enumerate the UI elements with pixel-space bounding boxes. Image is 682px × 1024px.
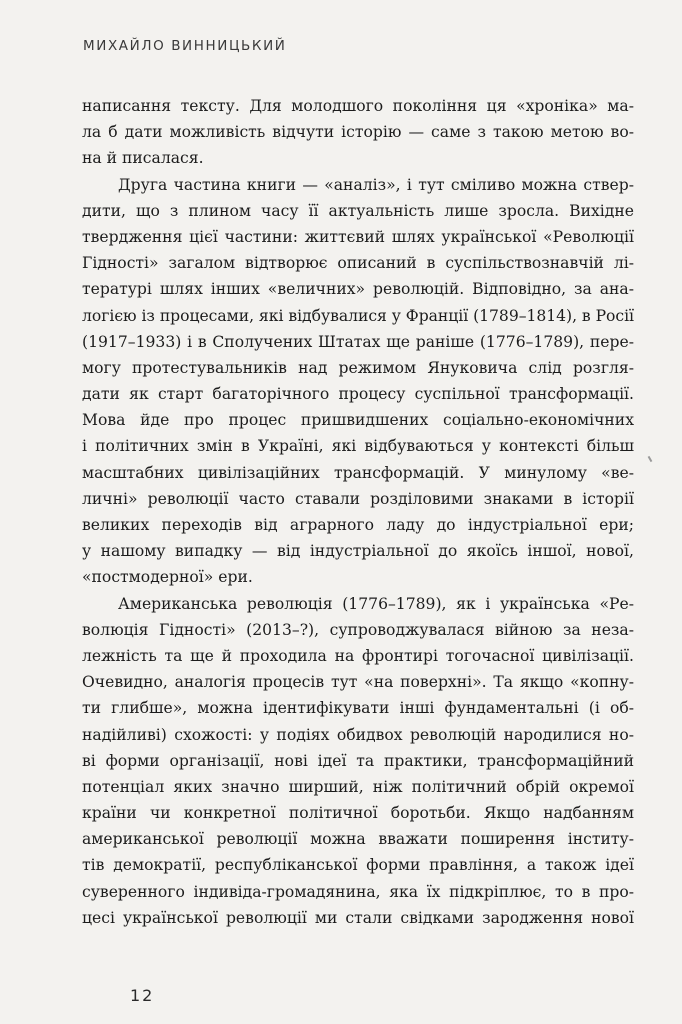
- text-line: масштабних цивілізаційних трансформацій. У минулому «ве-: [82, 463, 634, 482]
- text-line: могу протестувальників над режимом Януковича слід розгля-: [82, 358, 634, 377]
- text-line: суверенного індивіда-громадянина, яка їх підкріплює, то в про-: [82, 882, 634, 901]
- text-line: і політичних змін в Україні, які відбуваються у контексті більш: [82, 437, 634, 456]
- text-line: Гідності» загалом відтворює описаний в суспільствознавчій лі-: [82, 254, 634, 273]
- text-line: (1917–1933) і в Сполучених Штатах ще раніше (1776–1789), пере-: [82, 332, 634, 351]
- text-line: Друга частина книги — «аналіз», і тут сміливо можна ствер-: [118, 175, 634, 194]
- text-line: волюція Гідності» (2013–?), супроводжувалася війною за неза-: [82, 620, 634, 639]
- text-line: американської революції можна вважати поширення інститу-: [82, 830, 634, 849]
- text-line: Очевидно, аналогія процесів тут «на поверхні». Та якщо «копну-: [82, 673, 634, 692]
- text-line: Американська революція (1776–1789), як і українська «Ре-: [118, 594, 634, 613]
- text-line: у нашому випадку — від індустріальної до якоїсь іншої, нової,: [82, 542, 634, 561]
- text-line: написання тексту. Для молодшого покоління ця «хроніка» ма-: [82, 97, 634, 115]
- text-line: ві форми організації, нові ідеї та практики, трансформаційний: [82, 751, 634, 770]
- text-line: дати як старт багаторічного процесу суспільної трансформації.: [82, 385, 634, 404]
- text-line: тературі шлях інших «величних» революцій. Відповідно, за ана-: [82, 280, 634, 299]
- body-text: [82, 93, 634, 931]
- text-line: «постмодерної» ери.: [82, 568, 253, 587]
- text-line: твердження цієї частини: життєвий шлях української «Революції: [82, 227, 634, 246]
- text-line: країни чи конкретної політичної боротьби. Якщо надбанням: [82, 804, 634, 823]
- text-line: надійливі) схожості: у подіях обидвох революцій народилися но-: [82, 725, 634, 744]
- text-line: ла б дати можливість відчути історію — саме з такою метою во-: [82, 123, 634, 142]
- text-line: личні» революції часто ставали розділовими знаками в історії: [82, 489, 634, 508]
- text-line: тів демократії, республіканської форми правління, а також ідеї: [82, 856, 634, 875]
- margin-mark: [648, 456, 653, 462]
- text-line: Мова йде про процес пришвидшених соціально-економічних: [82, 411, 634, 430]
- page-number: 12: [130, 986, 155, 1005]
- text-line: логією із процесами, які відбувалися у Франції (1789–1814), в Росії: [82, 306, 634, 325]
- text-line: лежність та ще й проходила на фронтирі тогочасної цивілізації.: [82, 646, 634, 665]
- text-line: дити, що з плином часу її актуальність лише зросла. Вихідне: [82, 201, 634, 220]
- text-line: великих переходів від аграрного ладу до індустріальної ери;: [82, 516, 634, 534]
- text-line: ти глибше», можна ідентифікувати інші фундаментальні (і об-: [82, 699, 634, 718]
- text-line: на й писалася.: [82, 149, 204, 168]
- text-line: потенціал яких значно ширший, ніж політичний обрій окремої: [82, 777, 634, 796]
- text-line: цесі української революції ми стали свідками зародження нової: [82, 908, 634, 927]
- running-head: МИХАЙЛО ВИННИЦЬКИЙ: [83, 38, 287, 54]
